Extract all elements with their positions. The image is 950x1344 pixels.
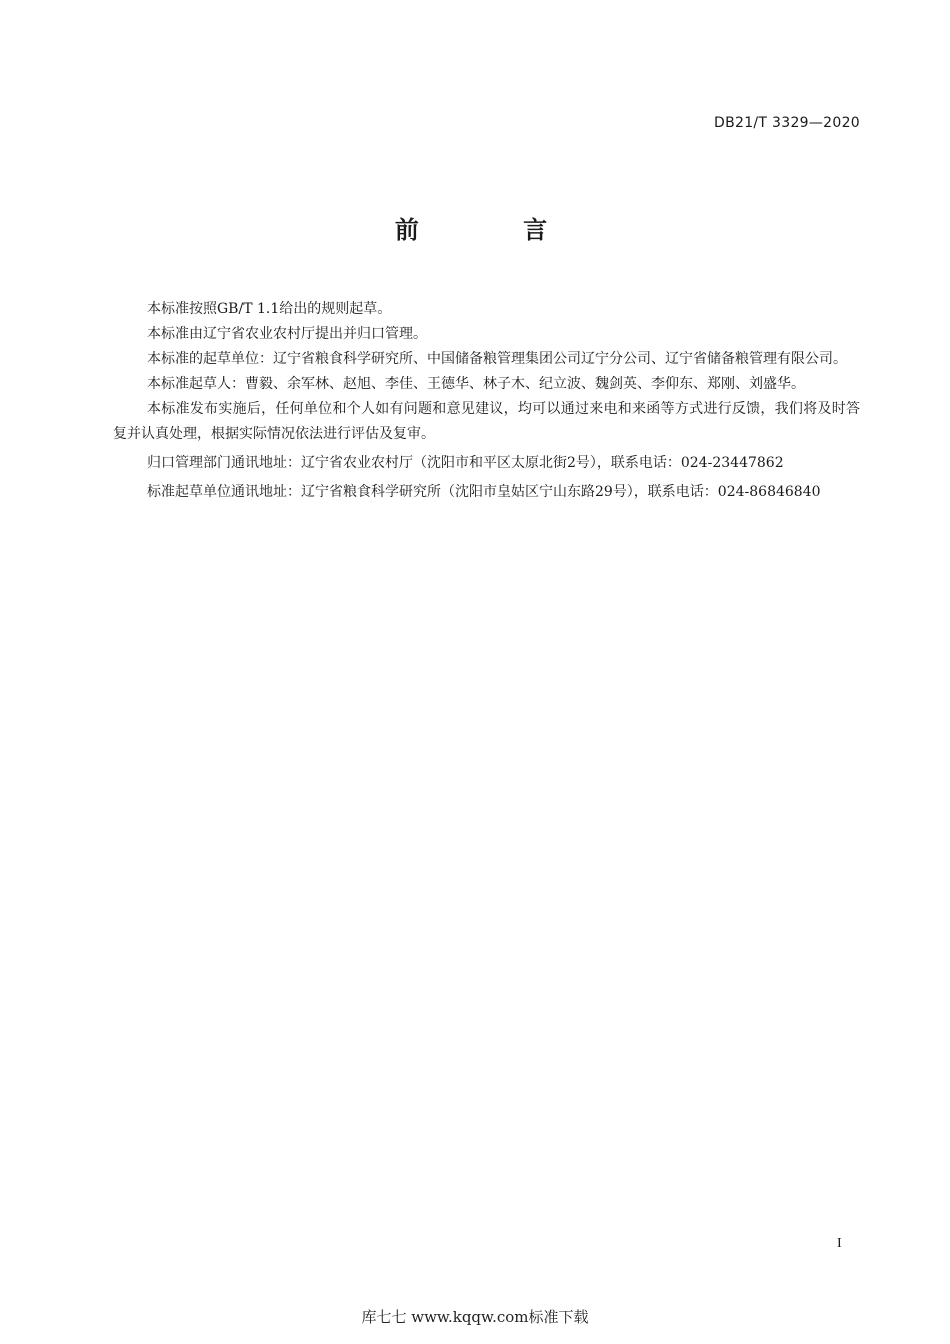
document-code: DB21/T 3329—2020: [714, 115, 860, 131]
paragraph-feedback: 本标准发布实施后，任何单位和个人如有问题和意见建议，均可以通过来电和来函等方式进行反馈，我们将及时答复并认真处理，根据实际情况依法进行评估及复审。: [113, 401, 860, 442]
page-title: 前 言: [394, 216, 596, 244]
paragraph-authority-address: 归口管理部门通讯地址：辽宁省农业农村厅（沈阳市和平区太原北街2号），联系电话：024-23447862: [147, 455, 784, 471]
paragraph-drafter-address: 标准起草单位通讯地址：辽宁省粮食科学研究所（沈阳市皇姑区宁山东路29号），联系电话：024-86846840: [147, 484, 821, 500]
paragraph-proposer: 本标准由辽宁省农业农村厅提出并归口管理。: [147, 326, 427, 342]
paragraph-drafters: 本标准起草人：曹毅、余军林、赵旭、李佳、王德华、林子木、纪立波、魏剑英、李仰东、郑刚、刘盛华。: [147, 376, 805, 392]
paragraph-drafting-rules: 本标准按照GB/T 1.1给出的规则起草。: [147, 301, 392, 317]
foreword-body: [113, 297, 860, 505]
footer-watermark: 库七七 www.kqqw.com标准下载: [361, 1308, 589, 1326]
page-number: I: [837, 1236, 842, 1251]
paragraph-drafting-units: 本标准的起草单位：辽宁省粮食科学研究所、中国储备粮管理集团公司辽宁分公司、辽宁省储备粮管理有限公司。: [147, 351, 847, 367]
